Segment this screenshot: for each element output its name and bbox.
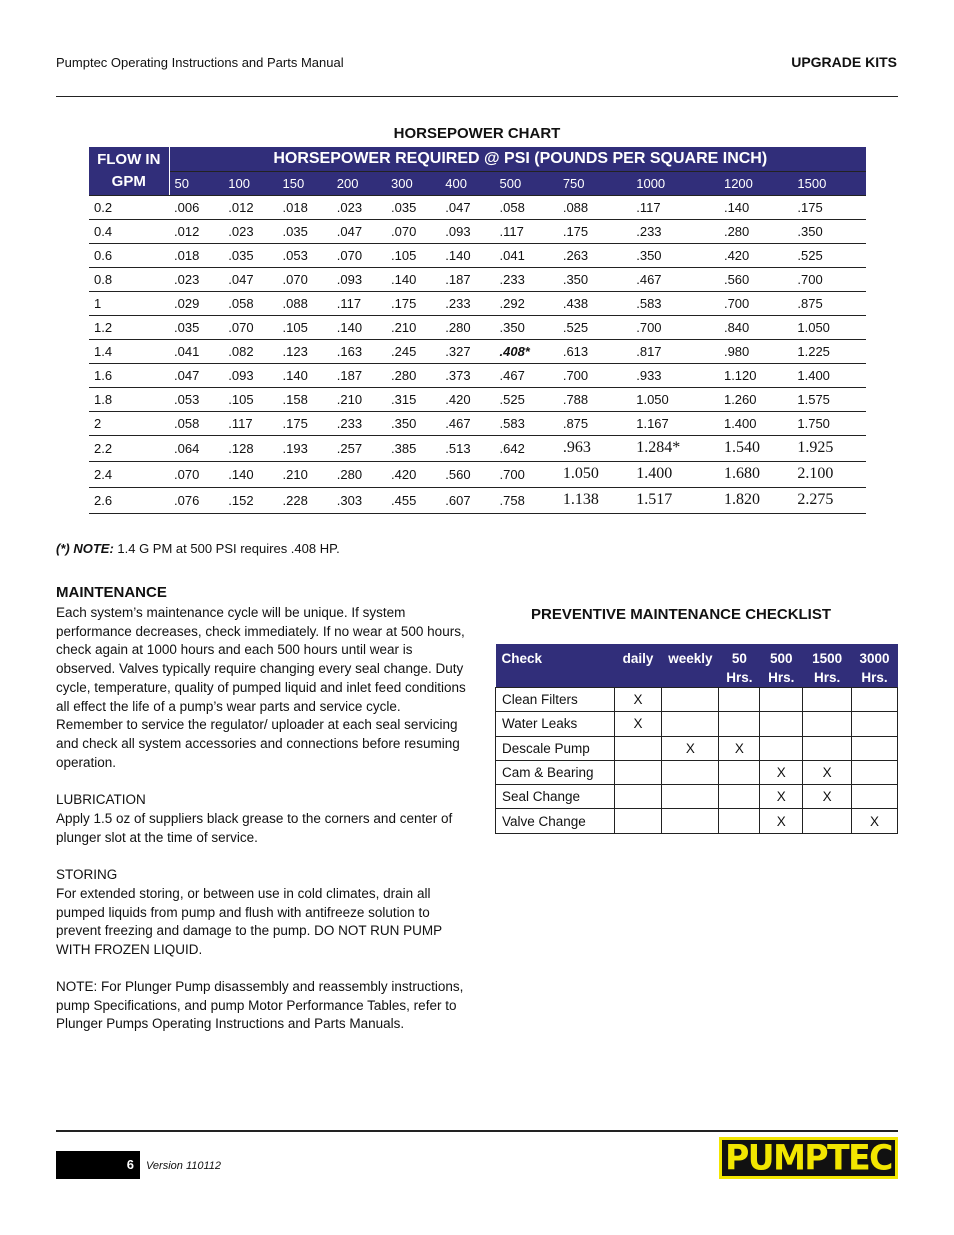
hp-cell: .513 — [440, 435, 494, 461]
checklist-mark — [760, 688, 803, 712]
hp-cell: .140 — [440, 243, 494, 267]
hp-cell: .420 — [440, 387, 494, 411]
hp-cell: .280 — [440, 315, 494, 339]
hp-cell: .158 — [278, 387, 332, 411]
checklist-header-line1: daily — [622, 651, 654, 666]
hp-cell: 1.120 — [719, 363, 792, 387]
checklist-header-line2: Hrs. — [768, 670, 795, 685]
hp-cell: .233 — [495, 267, 558, 291]
hp-cell: .350 — [558, 267, 631, 291]
hp-cell: .980 — [719, 339, 792, 363]
checklist-row — [496, 809, 898, 833]
hp-cell: .350 — [386, 411, 440, 435]
hp-cell: .175 — [278, 411, 332, 435]
horsepower-table — [89, 147, 866, 514]
hp-cell: .093 — [332, 267, 386, 291]
checklist-mark: X — [760, 785, 803, 809]
table-row — [89, 291, 866, 315]
hp-cell: .280 — [719, 219, 792, 243]
hp-cell: .933 — [631, 363, 719, 387]
hp-cell: .187 — [440, 267, 494, 291]
hp-cell: .082 — [223, 339, 277, 363]
psi-header-cell: 500 — [495, 171, 558, 195]
hp-cell: .140 — [223, 461, 277, 487]
lubrication-title: LUBRICATION — [56, 792, 146, 807]
checklist-mark — [803, 688, 852, 712]
hp-cell: .817 — [631, 339, 719, 363]
checklist-header-line1: 1500 — [812, 651, 843, 666]
checklist-mark — [852, 760, 898, 784]
checklist-header-row — [496, 644, 898, 688]
checklist-mark — [662, 785, 719, 809]
hp-cell: .327 — [440, 339, 494, 363]
hp-cell: .525 — [495, 387, 558, 411]
hp-cell: .064 — [169, 435, 223, 461]
hp-cell: .525 — [558, 315, 631, 339]
header-manual-title: Pumptec Operating Instructions and Parts Manual — [56, 55, 344, 70]
checklist-mark — [803, 809, 852, 833]
hp-cell: .467 — [440, 411, 494, 435]
hp-cell: .228 — [278, 487, 332, 513]
hp-cell: .035 — [386, 195, 440, 219]
hp-cell: .088 — [558, 195, 631, 219]
hp-cell: .105 — [386, 243, 440, 267]
hp-cell: .058 — [495, 195, 558, 219]
hp-cell: 2.275 — [792, 487, 866, 513]
hp-cell: .047 — [169, 363, 223, 387]
hp-cell: .123 — [278, 339, 332, 363]
maintenance-title: MAINTENANCE — [56, 584, 167, 601]
hp-cell: .613 — [558, 339, 631, 363]
hp-cell: .455 — [386, 487, 440, 513]
hp-cell: .700 — [719, 291, 792, 315]
hp-cell: 1.680 — [719, 461, 792, 487]
table-row — [89, 315, 866, 339]
checklist-mark — [662, 712, 719, 736]
hp-cell: .070 — [223, 315, 277, 339]
hp-cell: .758 — [495, 487, 558, 513]
hp-cell: .875 — [792, 291, 866, 315]
hp-cell: .187 — [332, 363, 386, 387]
psi-header-row — [89, 171, 866, 195]
hp-cell: 1.138 — [558, 487, 631, 513]
hp-footnote — [56, 541, 340, 556]
checklist-row — [496, 785, 898, 809]
hp-cell: .117 — [223, 411, 277, 435]
hp-cell: .467 — [631, 267, 719, 291]
hp-cell: .018 — [169, 243, 223, 267]
hp-cell: .292 — [495, 291, 558, 315]
table-row — [89, 487, 866, 513]
checklist-mark — [760, 712, 803, 736]
hp-cell: .117 — [631, 195, 719, 219]
hp-cell: .053 — [278, 243, 332, 267]
hp-cell: 1.750 — [792, 411, 866, 435]
hp-main-header: HORSEPOWER REQUIRED @ PSI (POUNDS PER SQUARE INCH) — [169, 147, 866, 171]
hp-cell: .070 — [278, 267, 332, 291]
hp-cell: .140 — [386, 267, 440, 291]
table-row — [89, 219, 866, 243]
hp-cell: 1.050 — [631, 387, 719, 411]
hp-cell: .105 — [223, 387, 277, 411]
footer-divider — [56, 1130, 898, 1132]
checklist-header-line1: 3000 — [859, 651, 890, 666]
hp-cell: .163 — [332, 339, 386, 363]
flow-cell: 1.2 — [89, 315, 169, 339]
hp-cell: .006 — [169, 195, 223, 219]
hp-cell: .140 — [332, 315, 386, 339]
hp-cell: .315 — [386, 387, 440, 411]
psi-header-cell: 1000 — [631, 171, 719, 195]
checklist-task: Valve Change — [496, 809, 615, 833]
psi-header-cell: 750 — [558, 171, 631, 195]
checklist-header-cell — [719, 644, 760, 688]
checklist-mark — [662, 760, 719, 784]
checklist-row — [496, 760, 898, 784]
hp-cell: .140 — [278, 363, 332, 387]
hp-cell: .029 — [169, 291, 223, 315]
hp-cell: .093 — [223, 363, 277, 387]
hp-cell: 1.225 — [792, 339, 866, 363]
flow-cell: 2 — [89, 411, 169, 435]
hp-cell: .175 — [386, 291, 440, 315]
hp-cell: 1.167 — [631, 411, 719, 435]
checklist-title: PREVENTIVE MAINTENANCE CHECKLIST — [531, 606, 832, 623]
checklist-mark — [803, 736, 852, 760]
hp-cell: .233 — [440, 291, 494, 315]
hp-cell: .350 — [631, 243, 719, 267]
flow-cell: 2.4 — [89, 461, 169, 487]
hp-cell: .058 — [223, 291, 277, 315]
checklist-mark — [614, 809, 662, 833]
hp-cell: .700 — [631, 315, 719, 339]
hp-cell: .035 — [278, 219, 332, 243]
checklist-row — [496, 712, 898, 736]
hp-cell: .350 — [792, 219, 866, 243]
checklist-header-cell — [852, 644, 898, 688]
checklist-task: Cam & Bearing — [496, 760, 615, 784]
checklist-mark — [719, 712, 760, 736]
hp-cell: .035 — [223, 243, 277, 267]
checklist-header-line1: Check — [501, 651, 543, 666]
pumptec-logo-text: PUMPTEC — [725, 1137, 892, 1178]
hp-cell: .373 — [440, 363, 494, 387]
hp-cell: .053 — [169, 387, 223, 411]
hp-cell: .280 — [386, 363, 440, 387]
hp-cell: .175 — [792, 195, 866, 219]
hp-cell: .467 — [495, 363, 558, 387]
hp-cell: 1.540 — [719, 435, 792, 461]
checklist-header-cell — [496, 644, 615, 688]
checklist-header-line2: Hrs. — [813, 670, 841, 685]
hp-cell: .607 — [440, 487, 494, 513]
horsepower-table-body — [89, 195, 866, 513]
hp-cell: .233 — [631, 219, 719, 243]
hp-footnote-text: 1.4 G PM at 500 PSI requires .408 HP. — [113, 541, 340, 556]
checklist-header-line2: Hrs. — [861, 670, 888, 685]
hp-cell: 1.925 — [792, 435, 866, 461]
hp-cell: .420 — [719, 243, 792, 267]
hp-cell: .700 — [558, 363, 631, 387]
hp-cell: .117 — [495, 219, 558, 243]
psi-header-cell: 1200 — [719, 171, 792, 195]
hp-cell: .088 — [278, 291, 332, 315]
hp-cell: .128 — [223, 435, 277, 461]
pumptec-logo — [719, 1137, 898, 1179]
hp-cell: .350 — [495, 315, 558, 339]
checklist-mark — [852, 785, 898, 809]
checklist-mark: X — [614, 688, 662, 712]
table-row — [89, 411, 866, 435]
psi-header-cell: 300 — [386, 171, 440, 195]
hp-footnote-label: (*) NOTE: — [56, 541, 114, 556]
horsepower-chart-title: HORSEPOWER CHART — [393, 125, 561, 142]
flow-cell: 1.4 — [89, 339, 169, 363]
hp-cell: .023 — [169, 267, 223, 291]
flow-cell: 2.2 — [89, 435, 169, 461]
checklist-mark — [852, 688, 898, 712]
checklist-mark — [614, 785, 662, 809]
storing-body: For extended storing, or between use in cold climates, drain all pumped liquids from pump and flush with antifreeze solution to prevent freezing and damage to the pump. DO NOT RUN PUMP WITH FROZEN LIQUID. — [56, 886, 442, 958]
checklist-header-line1: 500 — [769, 651, 793, 666]
storing-title: STORING — [56, 867, 118, 882]
flow-header-line2: GPM — [111, 172, 146, 190]
hp-cell: .210 — [278, 461, 332, 487]
checklist-task: Seal Change — [496, 785, 615, 809]
hp-cell: 1.050 — [792, 315, 866, 339]
hp-cell: .263 — [558, 243, 631, 267]
psi-header-cell: 1500 — [792, 171, 866, 195]
flow-cell: 0.4 — [89, 219, 169, 243]
psi-header-cell: 50 — [169, 171, 223, 195]
checklist-mark — [852, 736, 898, 760]
hp-cell: .788 — [558, 387, 631, 411]
psi-header-cell: 200 — [332, 171, 386, 195]
hp-cell: .076 — [169, 487, 223, 513]
hp-cell: .041 — [495, 243, 558, 267]
hp-cell: .012 — [169, 219, 223, 243]
hp-cell: 1.050 — [558, 461, 631, 487]
checklist-row — [496, 688, 898, 712]
hp-cell: .210 — [332, 387, 386, 411]
hp-cell: .023 — [223, 219, 277, 243]
checklist-mark — [760, 736, 803, 760]
checklist-mark: X — [760, 809, 803, 833]
flow-header — [89, 147, 169, 195]
checklist-mark: X — [803, 760, 852, 784]
page-number: 6 — [56, 1151, 140, 1179]
hp-cell: .583 — [631, 291, 719, 315]
checklist-body — [496, 688, 898, 834]
maintenance-body: Each system’s maintenance cycle will be unique. If system performance decreases, check immediately. If no wear at 500 hours, check again at 1000 hours and each 500 hours until wear is observed. Valves typically require changing every seal change. Duty cycle, temperature, quality of pumped liquid and inlet feed conditions all effect the life of a pump’s wear parts and service cycle. Remember to service the regulator/ uploader at each seal servicing and check all system accessories and connections before resuming operation. — [56, 605, 466, 770]
hp-cell: .963 — [558, 435, 631, 461]
hp-cell: 1.260 — [719, 387, 792, 411]
checklist-header-line2: Hrs. — [726, 670, 753, 685]
hp-cell: .070 — [332, 243, 386, 267]
hp-cell: .035 — [169, 315, 223, 339]
checklist-mark — [614, 760, 662, 784]
hp-cell: 2.100 — [792, 461, 866, 487]
checklist-row — [496, 736, 898, 760]
hp-cell: .070 — [169, 461, 223, 487]
hp-cell: .018 — [278, 195, 332, 219]
hp-cell: .560 — [440, 461, 494, 487]
hp-cell: .193 — [278, 435, 332, 461]
hp-cell: 1.400 — [631, 461, 719, 487]
checklist-mark — [662, 688, 719, 712]
checklist-header-cell — [662, 644, 719, 688]
checklist-mark: X — [662, 736, 719, 760]
checklist-mark — [719, 785, 760, 809]
hp-cell: .012 — [223, 195, 277, 219]
hp-cell: .175 — [558, 219, 631, 243]
checklist-mark — [719, 688, 760, 712]
checklist-header-cell — [614, 644, 662, 688]
hp-cell: .070 — [386, 219, 440, 243]
checklist-mark — [662, 809, 719, 833]
flow-header-line1: FLOW IN — [97, 150, 161, 168]
hp-cell: .233 — [332, 411, 386, 435]
flow-cell: 0.6 — [89, 243, 169, 267]
hp-cell: .560 — [719, 267, 792, 291]
checklist-mark — [614, 736, 662, 760]
checklist-header-cell — [803, 644, 852, 688]
psi-header-cell: 150 — [278, 171, 332, 195]
hp-cell: .152 — [223, 487, 277, 513]
checklist-mark: X — [803, 785, 852, 809]
table-row — [89, 461, 866, 487]
flow-cell: 2.6 — [89, 487, 169, 513]
hp-cell: .642 — [495, 435, 558, 461]
table-row — [89, 195, 866, 219]
flow-cell: 0.8 — [89, 267, 169, 291]
checklist-mark: X — [852, 809, 898, 833]
hp-cell: 1.820 — [719, 487, 792, 513]
table-row — [89, 243, 866, 267]
hp-cell: .140 — [719, 195, 792, 219]
checklist-header-cell — [760, 644, 803, 688]
hp-cell: .303 — [332, 487, 386, 513]
checklist-task: Descale Pump — [496, 736, 615, 760]
checklist-mark: X — [614, 712, 662, 736]
hp-cell: .245 — [386, 339, 440, 363]
flow-cell: 0.2 — [89, 195, 169, 219]
hp-cell: .058 — [169, 411, 223, 435]
hp-cell: .525 — [792, 243, 866, 267]
version-label: Version 110112 — [146, 1160, 222, 1172]
hp-cell: 1.575 — [792, 387, 866, 411]
checklist-header-line1: 50 — [731, 651, 747, 666]
hp-cell: .408* — [495, 339, 558, 363]
checklist-mark — [852, 712, 898, 736]
hp-cell: .023 — [332, 195, 386, 219]
hp-cell: 1.400 — [719, 411, 792, 435]
checklist-mark: X — [719, 736, 760, 760]
table-row — [89, 435, 866, 461]
hp-cell: .700 — [792, 267, 866, 291]
checklist-task: Clean Filters — [496, 688, 615, 712]
checklist-mark — [803, 712, 852, 736]
header-divider — [56, 96, 898, 97]
lubrication-body: Apply 1.5 oz of suppliers black grease to the corners and center of plunger slot at the time of service. — [56, 811, 453, 845]
hp-cell: .875 — [558, 411, 631, 435]
plunger-pump-note: NOTE: For Plunger Pump disassembly and reassembly instructions, pump Specifications, and pump Motor Performance Tables, refer to Plunger Pumps Operating Instructions and Parts Manuals. — [56, 979, 464, 1032]
hp-cell: 1.284* — [631, 435, 719, 461]
hp-cell: .840 — [719, 315, 792, 339]
table-row — [89, 387, 866, 411]
hp-cell: .280 — [332, 461, 386, 487]
hp-cell: .583 — [495, 411, 558, 435]
hp-cell: .700 — [495, 461, 558, 487]
table-row — [89, 363, 866, 387]
hp-cell: .257 — [332, 435, 386, 461]
hp-cell: .438 — [558, 291, 631, 315]
hp-cell: .041 — [169, 339, 223, 363]
maintenance-checklist-table — [495, 644, 898, 834]
hp-cell: .047 — [332, 219, 386, 243]
psi-header-cell: 100 — [223, 171, 277, 195]
hp-cell: .105 — [278, 315, 332, 339]
flow-cell: 1.8 — [89, 387, 169, 411]
hp-cell: .093 — [440, 219, 494, 243]
hp-cell: .385 — [386, 435, 440, 461]
checklist-mark: X — [760, 760, 803, 784]
flow-cell: 1 — [89, 291, 169, 315]
checklist-mark — [719, 809, 760, 833]
hp-cell: .117 — [332, 291, 386, 315]
table-row — [89, 267, 866, 291]
hp-cell: .420 — [386, 461, 440, 487]
flow-cell: 1.6 — [89, 363, 169, 387]
checklist-mark — [719, 760, 760, 784]
hp-cell: 1.400 — [792, 363, 866, 387]
checklist-task: Water Leaks — [496, 712, 615, 736]
psi-header-cell: 400 — [440, 171, 494, 195]
header-section-title: UPGRADE KITS — [791, 54, 897, 70]
hp-cell: .047 — [223, 267, 277, 291]
hp-cell: .210 — [386, 315, 440, 339]
table-row — [89, 339, 866, 363]
checklist-header-line1: weekly — [668, 651, 713, 666]
hp-cell: 1.517 — [631, 487, 719, 513]
hp-cell: .047 — [440, 195, 494, 219]
